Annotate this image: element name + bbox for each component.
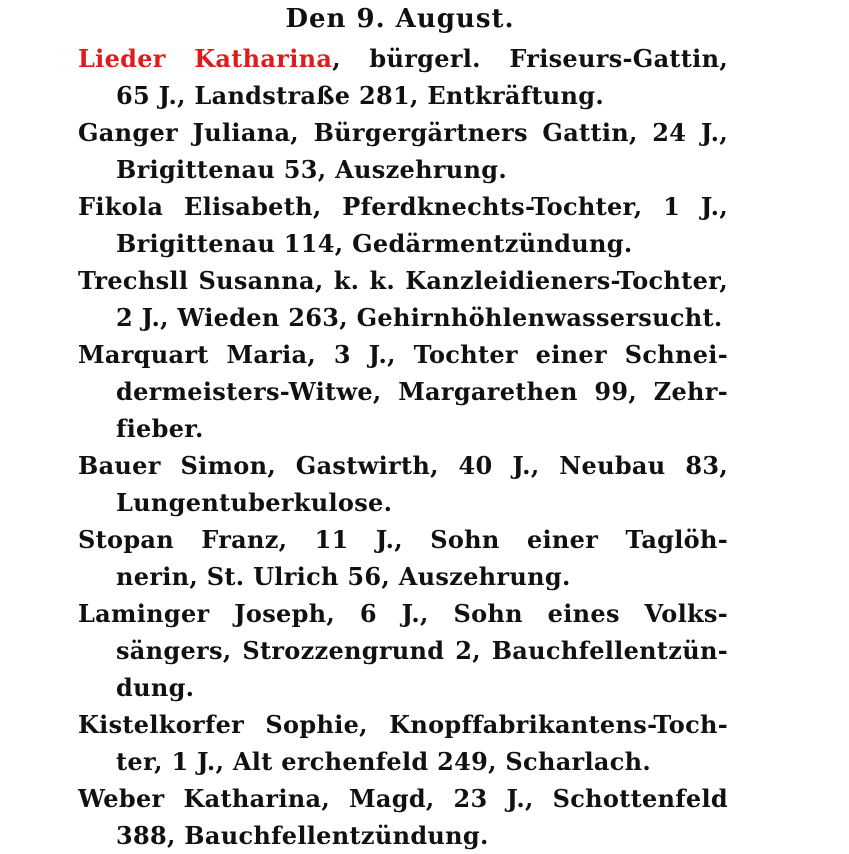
entry-continuation-line: Brigittenau 114, Gedärmentzündung. xyxy=(116,229,633,258)
death-notice-entry xyxy=(78,188,728,262)
entry-continuation-line: Lungentuberkulose. xyxy=(116,488,393,517)
death-notice-entry xyxy=(78,706,728,780)
death-notice-entry xyxy=(78,336,728,447)
entry-continuation-line: fieber. xyxy=(116,414,204,443)
entry-continuation-line: Brigittenau 53, Auszehrung. xyxy=(116,155,508,184)
highlighted-name: Lieder Katharina xyxy=(78,44,333,73)
entry-first-line: Trechsll Susanna, k. k. Kanzleidieners-Tochter, xyxy=(78,266,728,295)
death-notice-list xyxy=(78,40,728,854)
entry-first-line: Lieder Katharina, bürgerl. Friseurs-Gattin, xyxy=(78,44,728,73)
death-notice-entry xyxy=(78,114,728,188)
entry-first-line: Laminger Joseph, 6 J., Sohn eines Volks- xyxy=(78,599,728,628)
death-notice-entry xyxy=(78,262,728,336)
death-notice-entry xyxy=(78,40,728,114)
entry-continuation-line: sängers, Strozzengrund 2, Bauchfellentzün- xyxy=(116,636,728,665)
entry-continuation-line: dung. xyxy=(116,673,195,702)
entry-first-line: Fikola Elisabeth, Pferdknechts-Tochter, 1 J., xyxy=(78,192,728,221)
entry-first-line: Marquart Maria, 3 J., Tochter einer Schnei- xyxy=(78,340,728,369)
entry-first-line: Weber Katharina, Magd, 23 J., Schottenfeld xyxy=(78,784,728,813)
death-notice-entry xyxy=(78,447,728,521)
entry-continuation-line: ter, 1 J., Alt erchenfeld 249, Scharlach. xyxy=(116,747,652,776)
entry-first-line: Kistelkorfer Sophie, Knopffabrikantens-Toch- xyxy=(78,710,728,739)
entry-continuation-line: 388, Bauchfellentzündung. xyxy=(116,821,489,850)
entry-continuation-line: 2 J., Wieden 263, Gehirnhöhlenwassersucht. xyxy=(116,303,723,332)
entry-continuation-line: dermeisters-Witwe, Margarethen 99, Zehr- xyxy=(116,377,728,406)
death-notice-entry xyxy=(78,595,728,706)
entry-first-line: Ganger Juliana, Bürgergärtners Gattin, 24 J., xyxy=(78,118,728,147)
date-heading: Den 9. August. xyxy=(285,4,515,34)
death-notice-entry xyxy=(78,521,728,595)
entry-first-line: Stopan Franz, 11 J., Sohn einer Taglöh- xyxy=(78,525,728,554)
entry-continuation-line: nerin, St. Ulrich 56, Auszehrung. xyxy=(116,562,571,591)
entry-first-line: Bauer Simon, Gastwirth, 40 J., Neubau 83, xyxy=(78,451,728,480)
entry-continuation-line: 65 J., Landstraße 281, Entkräftung. xyxy=(116,81,605,110)
death-notice-entry xyxy=(78,780,728,854)
